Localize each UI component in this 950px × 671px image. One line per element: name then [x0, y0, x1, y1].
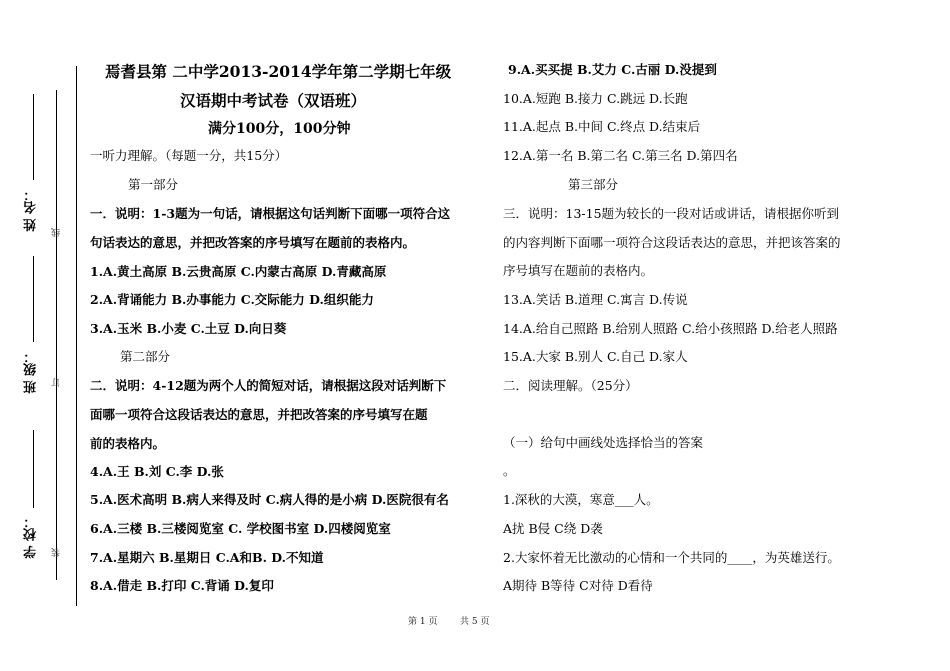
- section-listening: 一听力理解。（每题一分，共15分）: [90, 148, 288, 163]
- question-14: 14.A.给自己照路 B.给别人照路 C.给小孩照路 D.给老人照路: [503, 321, 838, 336]
- question-12: 12.A.第一名 B.第二名 C.第三名 D.第四名: [503, 148, 738, 163]
- part3-instructions-2: 的内容判断下面哪一项符合这段话表达的意思，并把该答案的: [503, 235, 841, 250]
- page-total: 共 5 页: [460, 617, 490, 627]
- question-13: 13.A.笑话 B.道理 C.寓言 D.传说: [503, 292, 688, 307]
- line-marker: 线: [52, 228, 62, 237]
- class-label: 班 级：: [24, 350, 39, 394]
- part3-instructions-3: 序号填写在题前的表格内。: [503, 263, 654, 278]
- part2-instructions-1: 二．说明：4-12题为两个人的简短对话，请根据这段对话判断下: [90, 378, 447, 393]
- reading-question-2-options: A期待 B等待 C对待 D看待: [503, 578, 653, 593]
- part1-instructions-1: 一．说明：1-3题为一句话，请根据这句话判断下面哪一项符合这: [90, 206, 451, 221]
- question-9: 9.A.买买提 B.艾力 C.古丽 D.没提到: [508, 62, 717, 77]
- question-7: 7.A.星期六 B.星期日 C.A和B. D.不知道: [90, 550, 324, 565]
- part1-instructions-2: 句话表达的意思，并把改答案的序号填写在题前的表格内。: [90, 235, 416, 250]
- question-3: 3.A.玉米 B.小麦 C.土豆 D.向日葵: [90, 321, 287, 336]
- question-2: 2.A.背诵能力 B.办事能力 C.交际能力 D.组织能力: [90, 292, 374, 307]
- question-6: 6.A.三楼 B.三楼阅览室 C. 学校图书室 D.四楼阅览室: [90, 521, 391, 536]
- section-reading: 二．阅读理解。（25分）: [503, 378, 638, 393]
- reading-question-1: 1.深秋的大漠，寒意___人。: [503, 492, 659, 507]
- order-marker: 订: [52, 378, 62, 387]
- part2-instructions-3: 前的表格内。: [90, 436, 166, 451]
- school-field-line[interactable]: [33, 430, 34, 508]
- binding-outer-line: [56, 90, 57, 580]
- question-4: 4.A.王 B.刘 C.李 D.张: [90, 464, 224, 479]
- reading-question-1-options: A扰 B侵 C绕 D袭: [503, 521, 603, 536]
- reading-sub1-heading: （一）给句中画线处选择恰当的答案: [503, 435, 704, 450]
- part3-instructions-1: 三．说明：13-15题为较长的一段对话或讲话，请根据你听到: [503, 206, 840, 221]
- stray-period: 。: [503, 463, 516, 478]
- score-time: 满分100分，100分钟: [208, 121, 351, 137]
- exam-title-line1: 焉耆县第 二中学2013-2014学年第二学期七年级: [105, 62, 452, 81]
- part2-instructions-2: 面哪一项符合这段话表达的意思，并把改答案的序号填写在题: [90, 407, 428, 422]
- part1-heading: 第一部分: [128, 177, 179, 192]
- question-5: 5.A.医术高明 B.病人来得及时 C.病人得的是小病 D.医院很有名: [90, 492, 449, 507]
- question-11: 11.A.起点 B.中间 C.终点 D.结束后: [503, 119, 701, 134]
- reading-question-2: 2.大家怀着无比激动的心情和一个共同的____，为英雄送行。: [503, 550, 840, 565]
- school-label: 学 校：: [24, 515, 39, 559]
- part2-heading: 第二部分: [120, 349, 171, 364]
- exam-title-line2: 汉语期中考试卷（双语班）: [180, 91, 367, 110]
- question-8: 8.A.借走 B.打印 C.背诵 D.复印: [90, 578, 274, 593]
- part3-heading: 第三部分: [568, 177, 619, 192]
- name-field-line[interactable]: [33, 94, 34, 180]
- class-field-line[interactable]: [33, 256, 34, 342]
- name-label: 姓 名：: [24, 188, 39, 232]
- bind-marker: 装: [52, 548, 62, 557]
- question-10: 10.A.短跑 B.接力 C.跳远 D.长跑: [503, 91, 688, 106]
- page-number: 第 1 页: [408, 617, 438, 627]
- question-1: 1.A.黄土高原 B.云贵高原 C.内蒙古高原 D.青藏高原: [90, 264, 387, 279]
- question-15: 15.A.大家 B.别人 C.自己 D.家人: [503, 349, 688, 364]
- binding-inner-line: [76, 66, 77, 606]
